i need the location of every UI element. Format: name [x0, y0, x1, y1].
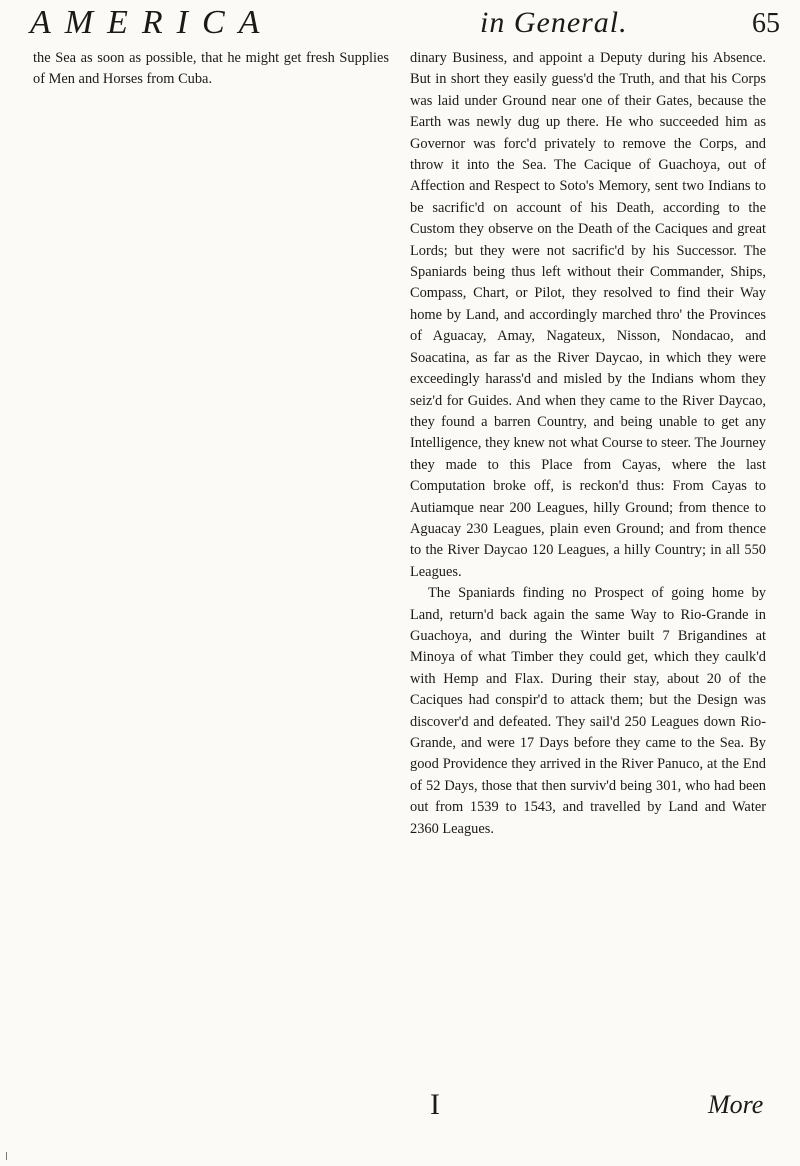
right-paragraph-2: The Spaniards finding no Prospect of going home by Land, return'd back again the same Way to Rio-Grande in Guachoya, and during the Winter built 7 Brigandines at Minoya of what Timber they could get, which they caulk'd with Hemp and Flax. During their stay, about 20 of the Caciques had conspir'd to attack them; but the Design was discover'd and defeated. They sail'd 250 Leagues down Rio-Grande, and were 17 Days before they came to the Sea. By good Providence they arrived in the River Panuco, at the End of 52 Days, those that then surviv'd being 301, who had been out from 1539 to 1543, and travelled by Land and Water 2360 Leagues.: [410, 585, 766, 837]
running-title: AMERICA: [30, 4, 274, 41]
gutter-mark: [6, 1152, 13, 1160]
right-paragraph-1: dinary Business, and appoint a Deputy during his Absence. But in short they easily guess'd the Truth, and that his Corps was laid under Ground near one of their Gates, because the Earth was newly dug up there. He who succeeded him as Governor was forc'd privately to remove the Corps, and throw it into the Sea. The Cacique of Guachoya, out of Affection and Respect to Soto's Memory, sent two Indians to be sacrific'd on account of his Death, according to the Custom they observe on the Death of the Caciques and great Lords; but they were not sacrific'd by his Successor. The Spaniards being thus left without their Commander, Ships, Compass, Chart, or Pilot, they resolved to find their Way home by Land, and accordingly marched thro' the Provinces of Aguacay, Amay, Nagateux, Nisson, Nondacao, and Soacatina, as far as the River Daycao, in which they were exceedingly harass'd and misled by the Indians whom they seiz'd for Guides. And when they came to the River Daycao, they found a barren Country, and being unable to get any Intelligence, they knew not what Course to steer. The Journey they made to this Place from Cayas, where the last Computation broke off, is reckon'd thus: From Cayas to Autiamque near 200 Leagues, hilly Ground; from thence to Aguacay 230 Leagues, plain even Ground; and from thence to the River Daycao 120 Leagues, a hilly Country; in all 550 Leagues.: [410, 50, 766, 580]
page-footer: [0, 1088, 800, 1128]
running-header: [0, 4, 800, 44]
running-subtitle: in General.: [480, 6, 628, 39]
signature-mark: I: [430, 1088, 440, 1121]
right-column: [410, 48, 766, 840]
left-paragraph-1: the Sea as soon as possible, that he might get fresh Supplies of Men and Horses from Cuba.: [33, 50, 389, 88]
catchword: More: [708, 1090, 764, 1119]
left-column: [33, 48, 389, 91]
page-number: 65: [752, 8, 780, 39]
